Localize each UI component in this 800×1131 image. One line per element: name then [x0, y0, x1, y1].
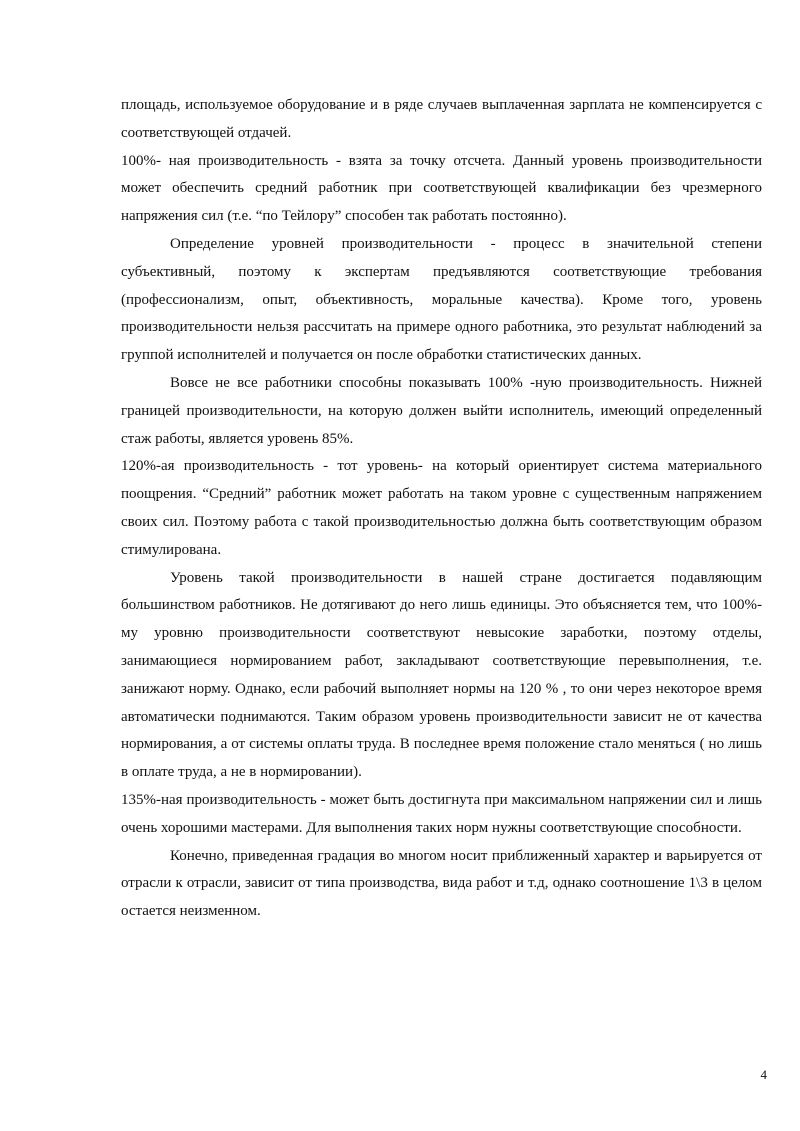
- body-text: [121, 92, 762, 926]
- paragraph: площадь, используемое оборудование и в ряде случаев выплаченная зарплата не компенсируется с соответствующей отдачей.: [121, 97, 762, 141]
- paragraph: Конечно, приведенная градация во многом носит приближенный характер и варьируется от отрасли к отрасли, зависит от типа производства, вида работ и т.д, однако соотношение 1\3 в целом остается неизменном.: [121, 847, 762, 920]
- paragraph: Уровень такой производительности в нашей стране достигается подавляющим большинством работников. Не дотягивают до него лишь единицы. Это объясняется тем, что 100%-му уровню производительности соответствуют невысокие заработки, поэтому отделы, занимающиеся нормированием работ, закладывают соответствующие перевыполнения, т.е. занижают норму. Однако, если рабочий выполняет нормы на 120 % , то они через некоторое время автоматически поднимаются. Таким образом уровень производительности зависит не от качества нормирования, а от системы оплаты труда. В последнее время положение стало меняться ( но лишь в оплате труда, а не в нормировании).: [121, 569, 762, 781]
- paragraph: Определение уровней производительности - процесс в значительной степени субъективный, поэтому к экспертам предъявляются соответствующие требования (профессионализм, опыт, объективность, моральные качества). Кроме того, уровень производительности нельзя рассчитать на примере одного работника, это результат наблюдений за группой исполнителей и получается он после обработки статистических данных.: [121, 235, 762, 364]
- page-number: 4: [760, 1067, 767, 1082]
- paragraph: 120%-ая производительность - тот уровень- на который ориентирует система материального поощрения. “Средний” работник может работать на таком уровне с существенным напряжением своих сил. Поэтому работа с такой производительностью должна быть соответствующим образом стимулирована.: [121, 458, 762, 558]
- paragraph: 135%-ная производительность - может быть достигнута при максимальном напряжении сил и лишь очень хорошими мастерами. Для выполнения таких норм нужны соответствующие способности.: [121, 791, 762, 836]
- paragraph: Вовсе не все работники способны показывать 100% -ную производительность. Нижней границей производительности, на которую должен выйти исполнитель, имеющий определенный стаж работы, является уровень 85%.: [121, 374, 762, 447]
- paragraph: 100%- ная производительность - взята за точку отсчета. Данный уровень производительности может обеспечить средний работник при соответствующей квалификации без чрезмерного напряжения сил (т.е. “по Тейлору” способен так работать постоянно).: [121, 152, 762, 225]
